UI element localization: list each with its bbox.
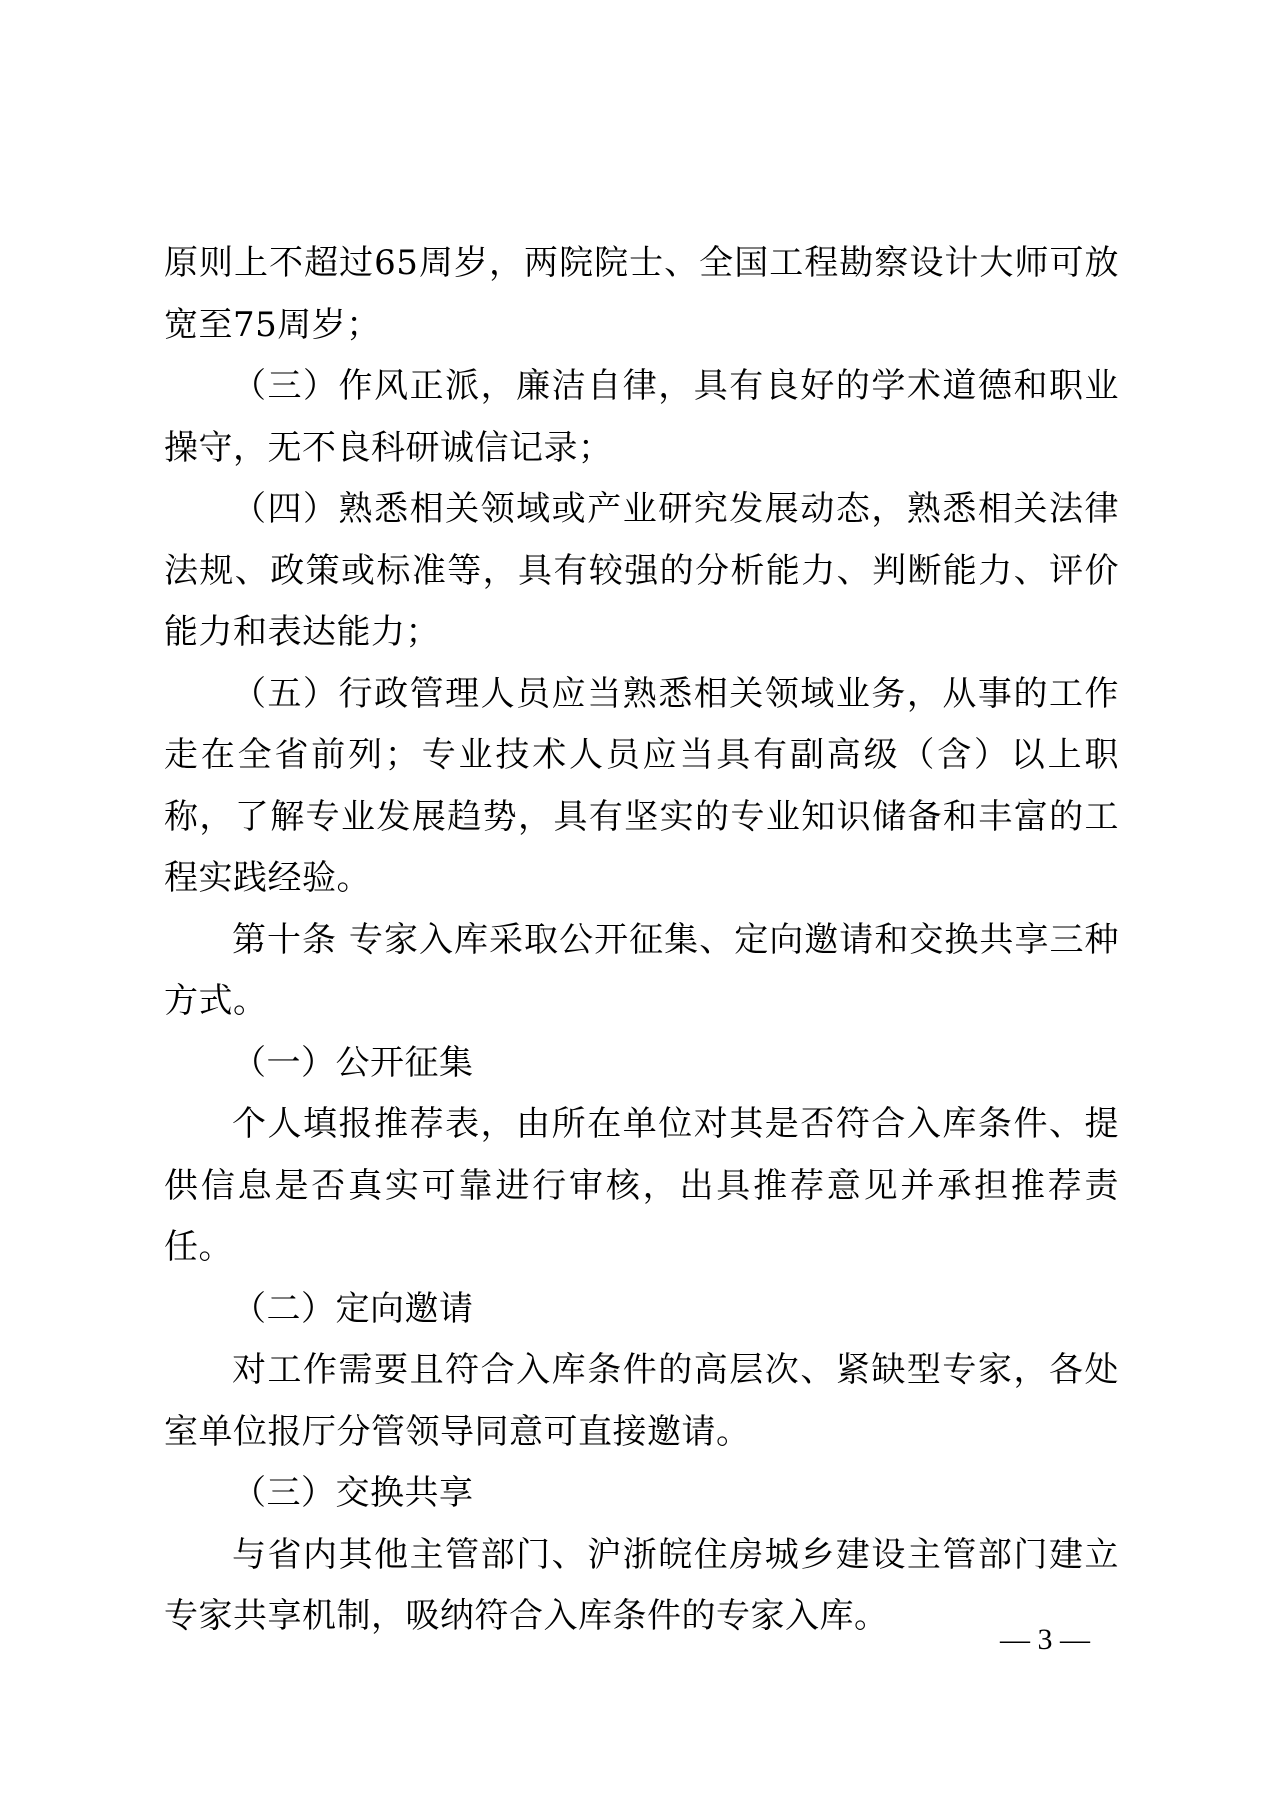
heading-public-collection: （一）公开征集 bbox=[232, 1042, 474, 1083]
paragraph-targeted-invitation: 对工作需要且符合入库条件的高层次、紧缺型专家，各处室单位报厅分管领导同意可直接邀请。 bbox=[164, 1350, 1119, 1452]
paragraph-condition-3: （三）作风正派，廉洁自律，具有良好的学术道德和职业操守，无不良科研诚信记录； bbox=[164, 366, 1119, 468]
heading-targeted-invitation: （二）定向邀请 bbox=[232, 1288, 474, 1329]
document-body bbox=[164, 233, 1119, 1648]
paragraph-condition-4: （四）熟悉相关领域或产业研究发展动态，熟悉相关法律法规、政策或标准等，具有较强的分析能力、判断能力、评价能力和表达能力； bbox=[164, 489, 1119, 652]
paragraph-condition-5: （五）行政管理人员应当熟悉相关领域业务，从事的工作走在全省前列；专业技术人员应当具有副高级（含）以上职称，了解专业发展趋势，具有坚实的专业知识储备和丰富的工程实践经验。 bbox=[164, 673, 1119, 898]
paragraph-public-collection: 个人填报推荐表，由所在单位对其是否符合入库条件、提供信息是否真实可靠进行审核，出具推荐意见并承担推荐责任。 bbox=[164, 1104, 1119, 1267]
paragraph-exchange-sharing: 与省内其他主管部门、沪浙皖住房城乡建设主管部门建立专家共享机制，吸纳符合入库条件的专家入库。 bbox=[164, 1534, 1119, 1636]
heading-exchange-sharing: （三）交换共享 bbox=[232, 1473, 474, 1513]
paragraph-age-limit: 原则上不超过65周岁，两院院士、全国工程勘察设计大师可放宽至75周岁； bbox=[164, 243, 1119, 345]
paragraph-article-10: 第十条 专家入库采取公开征集、定向邀请和交换共享三种方式。 bbox=[164, 919, 1119, 1021]
page-number: — 3 — bbox=[1000, 1623, 1090, 1656]
